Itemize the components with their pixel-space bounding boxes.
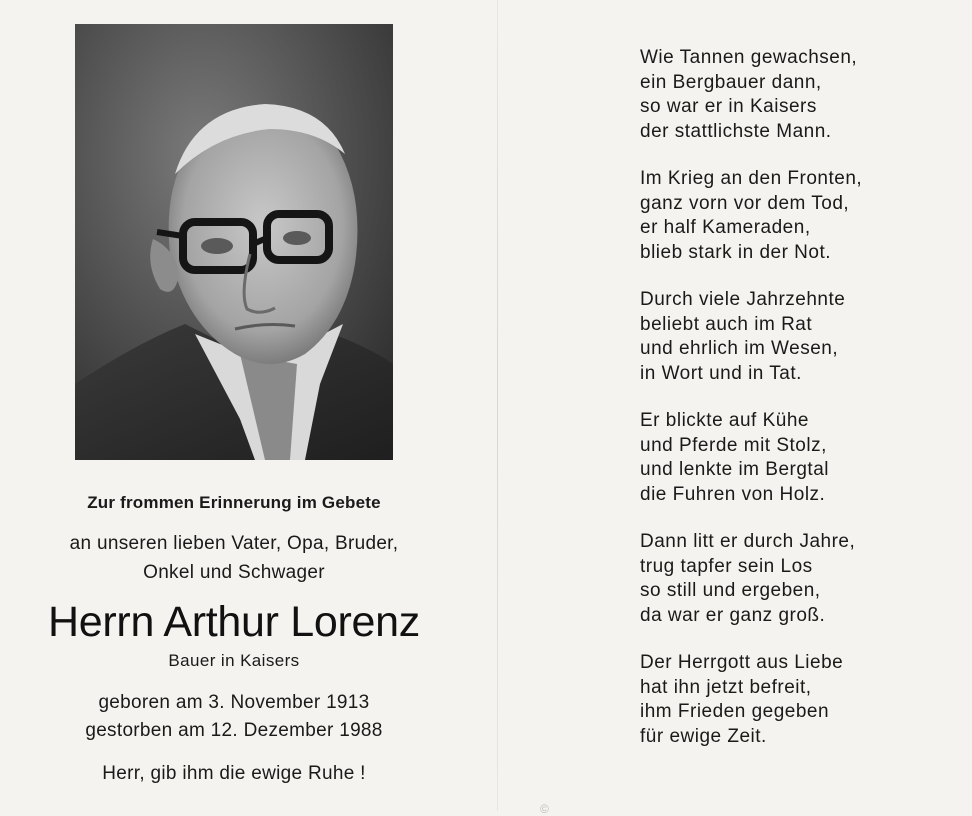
poem-stanza — [640, 167, 940, 265]
poem-line: ihm Frieden gegeben — [640, 701, 830, 722]
poem-line: der stattlichste Mann. — [640, 120, 832, 142]
poem-line: beliebt auch im Rat — [640, 313, 813, 335]
poem-stanza — [640, 651, 940, 749]
poem-stanza — [640, 288, 940, 386]
poem-line: Durch viele Jahrzehnte — [640, 289, 846, 310]
poem-line: er half Kameraden, — [640, 217, 811, 238]
copyright-mark: © — [540, 802, 549, 816]
poem-line: hat ihn jetzt befreit, — [640, 676, 812, 698]
poem-line: Dann litt er durch Jahre, — [640, 531, 856, 552]
memorial-poem — [640, 46, 940, 772]
poem-line: ein Bergbauer dann, — [640, 71, 822, 93]
card-fold-line — [497, 0, 498, 811]
death-date: gestorben am 12. Dezember 1988 — [85, 720, 383, 741]
poem-line: blieb stark in der Not. — [640, 241, 832, 263]
poem-stanza — [640, 409, 940, 507]
poem-line: in Wort und in Tat. — [640, 362, 802, 384]
dedication-line-1: an unseren lieben Vater, Opa, Bruder, — [69, 533, 399, 554]
deceased-occupation: Bauer in Kaisers — [168, 651, 300, 670]
poem-line: für ewige Zeit. — [640, 725, 767, 747]
poem-line: und ehrlich im Wesen, — [640, 338, 839, 359]
poem-line: so still und ergeben, — [640, 580, 821, 601]
poem-line: Wie Tannen gewachsen, — [640, 47, 858, 68]
poem-line: Er blickte auf Kühe — [640, 410, 809, 431]
poem-line: ganz vorn vor dem Tod, — [640, 192, 850, 214]
prayer-line: Herr, gib ihm die ewige Ruhe ! — [102, 763, 366, 784]
poem-line: da war er ganz groß. — [640, 604, 826, 626]
deceased-name: Herrn Arthur Lorenz — [48, 598, 420, 646]
poem-line: so war er in Kaisers — [640, 96, 817, 117]
poem-line: Der Herrgott aus Liebe — [640, 652, 844, 673]
poem-stanza — [640, 46, 940, 144]
memory-heading: Zur frommen Erinnerung im Gebete — [87, 493, 381, 512]
poem-line: und lenkte im Bergtal — [640, 459, 829, 480]
poem-line: und Pferde mit Stolz, — [640, 434, 827, 456]
poem-line: die Fuhren von Holz. — [640, 483, 826, 505]
poem-line: trug tapfer sein Los — [640, 555, 813, 577]
poem-stanza — [640, 530, 940, 628]
birth-date: geboren am 3. November 1913 — [98, 692, 370, 713]
portrait-photo — [75, 24, 393, 460]
dedication-line-2: Onkel und Schwager — [143, 562, 325, 583]
poem-line: Im Krieg an den Fronten, — [640, 168, 863, 189]
